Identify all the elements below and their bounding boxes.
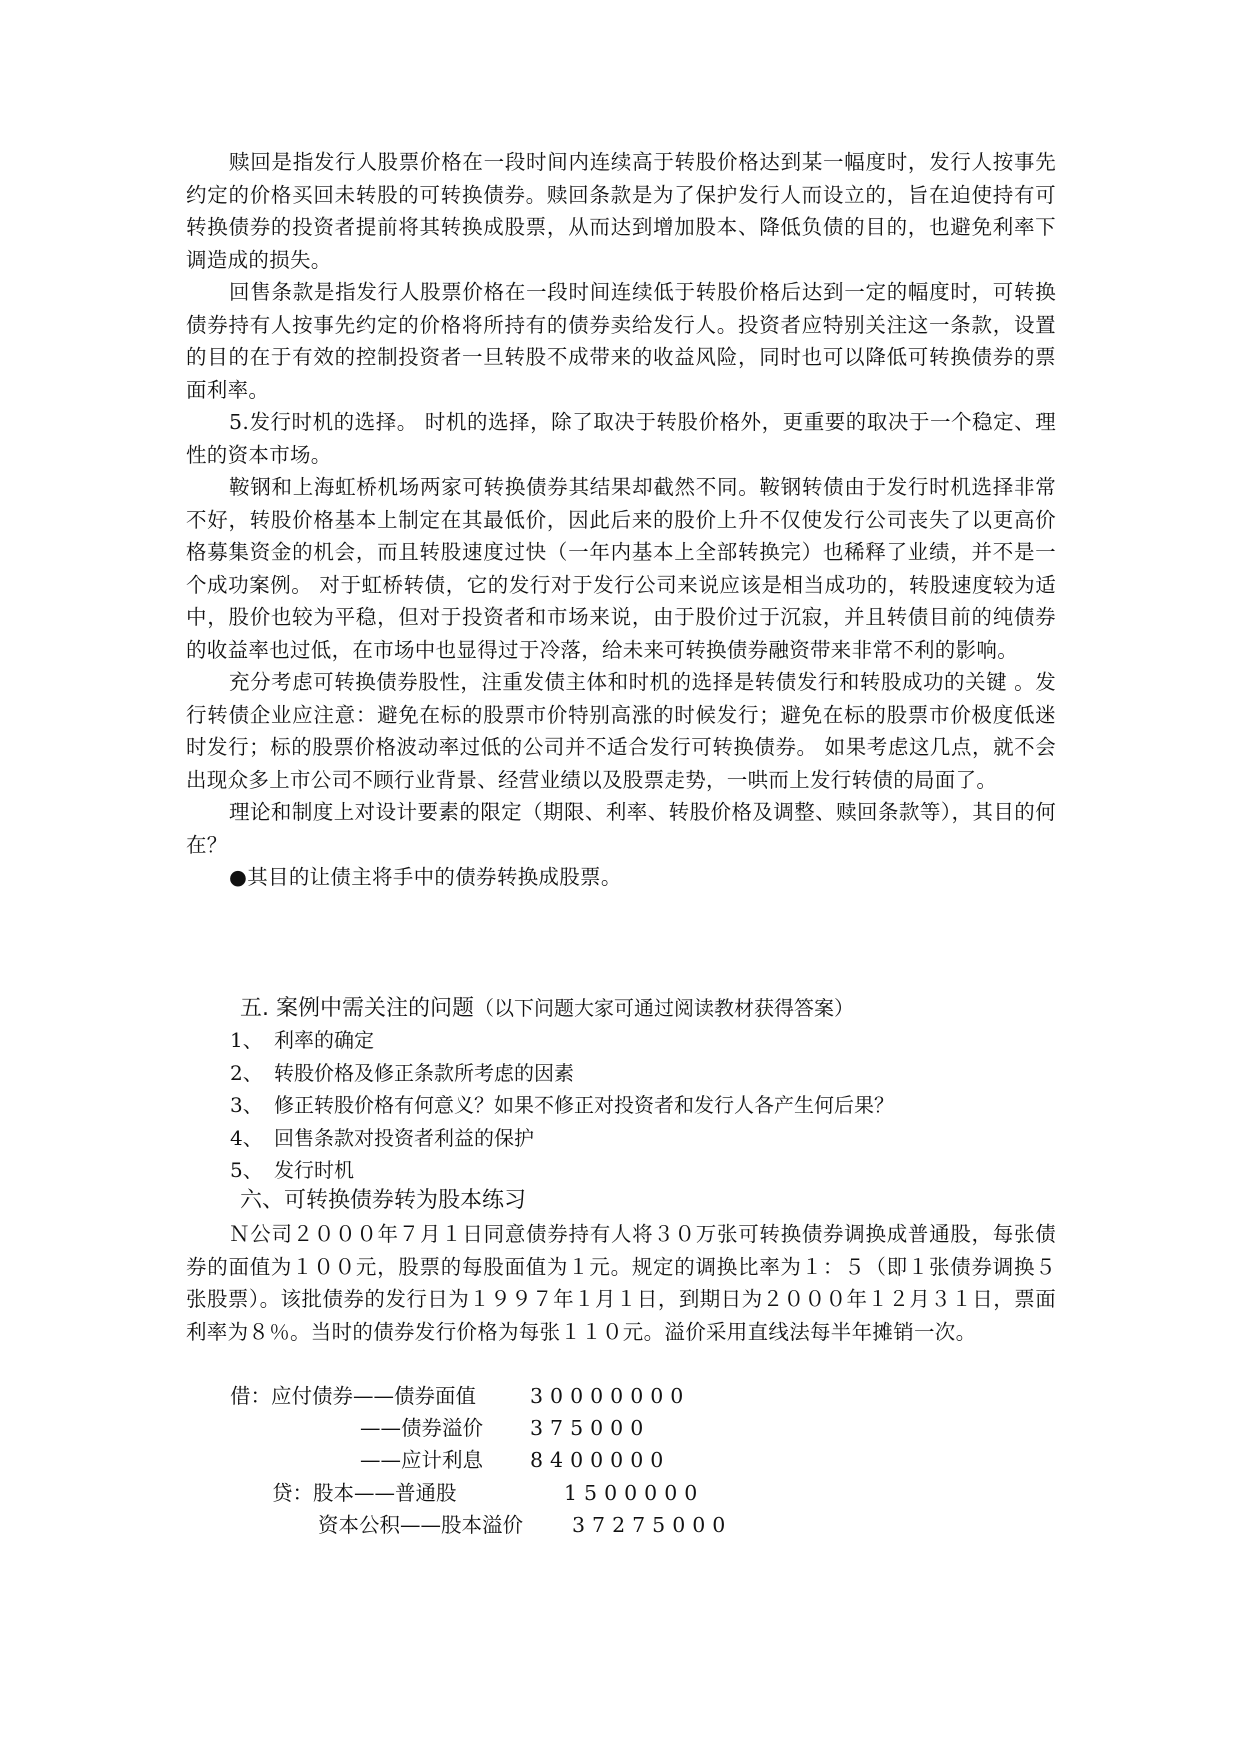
paragraph-question: 理论和制度上对设计要素的限定（期限、利率、转股价格及调整、赎回条款等），其目的何在？ xyxy=(186,800,1056,857)
paragraph-redemption: 赎回是指发行人股票价格在一段时间内连续高于转股价格达到某一幅度时，发行人按事先约定的价格买回未转股的可转换债券。赎回条款是为了保护发行人而设立的，旨在迫使持有可转换债券的投资者提前将其转换成股票，从而达到增加股本、降低负债的目的，也避免利率下调造成的损失。 xyxy=(186,150,1056,272)
paragraph-considerations: 充分考虑可转换债券股性，注重发债主体和时机的选择是转债发行和转股成功的关键 。发行转债企业应注意：避免在标的股票市价特别高涨的时候发行；避免在标的股票市价极度低迷时发行；标的股票价格波动率过低的公司并不适合发行可转换债券。 如果考虑这几点，就不会出现众多上市公司不顾行业背景、经营业绩以及股票走势，一哄而上发行转债的局面了。 xyxy=(186,670,1056,792)
list-item: 2、 转股价格及修正条款所考虑的因素 xyxy=(230,1060,574,1085)
premium-label: ——债券溢价 xyxy=(360,1416,483,1440)
list-item: 5、 发行时机 xyxy=(230,1158,354,1182)
section5-heading xyxy=(240,992,854,1025)
section5-title: 五. 案例中需关注的问题 xyxy=(240,996,474,1021)
premium-amount: 375000 xyxy=(530,1416,651,1440)
list-item: 4、 回售条款对投资者利益的保护 xyxy=(230,1125,534,1150)
list-item: 1、 利率的确定 xyxy=(230,1028,374,1052)
interest-label: ——应计利息 xyxy=(360,1448,483,1472)
debit-label: 借：应付债券——债券面值 xyxy=(230,1384,476,1408)
paragraph-timing: 5.发行时机的选择。 时机的选择，除了取决于转股价格外，更重要的取决于一个稳定、理性的资本市场。 xyxy=(186,410,1056,467)
section5-note: （以下问题大家可通过阅读教材获得答案） xyxy=(474,996,854,1020)
paragraph-cases: 鞍钢和上海虹桥机场两家可转换债券其结果却截然不同。鞍钢转债由于发行时机选择非常不好，转股价格基本上制定在其最低价，因此后来的股价上升不仅使发行公司丧失了以更高价格募集资金的机会，而且转股速度过快（一年内基本上全部转换完）也稀释了业绩，并不是一个成功案例。 对于虹桥转债，它的发行对于发行公司来说应该是相当成功的，转股速度较为适中，股价也较为平稳，但对于投资者和市场来说，由于股价过于沉寂，并且转债目前的纯债券的收益率也过低，在市场中也显得过于冷落，给未来可转换债券融资带来非常不利的影响。 xyxy=(186,475,1056,662)
exercise-text: Ｎ公司２０００年７月１日同意债券持有人将３０万张可转换债券调换成普通股，每张债券的面值为１００元，股票的每股面值为１元。规定的调换比率为１：５（即１张债券调换５张股票）。该批债券的发行日为１９９７年１月１日，到期日为２０００年１２月３１日，票面利率为８％。当时的债券发行价格为每张１１０元。溢价采用直线法每半年摊销一次。 xyxy=(186,1222,1056,1344)
capital-label: 资本公积——股本溢价 xyxy=(318,1513,523,1537)
credit-label: 贷：股本——普通股 xyxy=(272,1481,457,1505)
paragraph-putback: 回售条款是指发行人股票价格在一段时间连续低于转股价格后达到一定的幅度时，可转换债券持有人按事先约定的价格将所持有的债券卖给发行人。投资者应特别关注这一条款，设置的目的在于有效的控制投资者一旦转股不成带来的收益风险，同时也可以降低可转换债券的票面利率。 xyxy=(186,280,1056,402)
body-text xyxy=(186,146,1056,894)
list-item: 3、 修正转股价格有何意义？如果不修正对投资者和发行人各产生何后果？ xyxy=(230,1093,894,1117)
interest-amount: 8400000 xyxy=(530,1448,671,1472)
question-list xyxy=(230,1024,1030,1187)
credit-amount: 1500000 xyxy=(564,1481,705,1505)
answer-bullet: ●其目的让债主将手中的债券转换成股票。 xyxy=(229,865,622,889)
section6-title: 六、可转换债券转为股本练习 xyxy=(240,1188,527,1213)
debit-amount: 30000000 xyxy=(530,1384,691,1408)
capital-amount: 37275000 xyxy=(572,1513,733,1537)
